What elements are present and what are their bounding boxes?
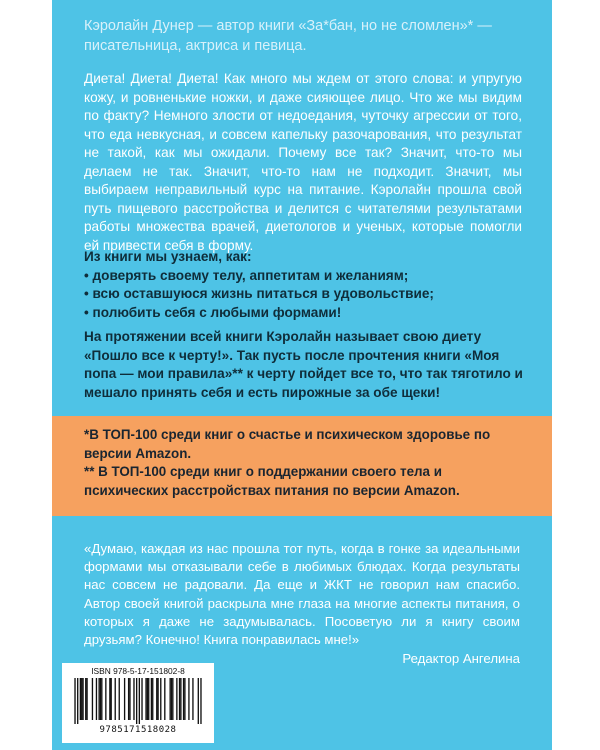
barcode-bar	[157, 678, 158, 720]
barcode-bar	[86, 678, 87, 720]
barcode-bar	[109, 678, 110, 720]
barcode-bar	[105, 678, 106, 720]
barcode-bar	[151, 678, 152, 720]
barcode-bar	[145, 678, 146, 720]
barcode-bar	[119, 678, 120, 720]
ratings-box	[52, 416, 552, 516]
learn-list-title: Из книги мы узнаем, как:	[84, 249, 252, 264]
barcode-bar	[172, 678, 173, 720]
barcode-icon	[71, 678, 205, 724]
barcode-label	[62, 663, 214, 743]
isbn-text: ISBN 978-5-17-151802-8	[91, 666, 185, 676]
barcode-bar	[101, 678, 102, 720]
review-author: Редактор Ангелина	[402, 651, 520, 666]
barcode-bar	[148, 678, 149, 720]
barcode-bar	[147, 678, 148, 720]
barcode-bar	[136, 678, 137, 724]
barcode-bar	[169, 678, 170, 720]
book-description: Диета! Диета! Диета! Как много мы ждем от этого слова: и упругую кожу, и ровненькие ножки, и даже сияющее лицо. Что же мы видим по факту? Немного злости от недоедания, чуточку агрессии от того, что еда невкусная, и совсем капельку разочарования, что результат не такой, как мы ожидали. Почему все так? Значит, что-то мы делаем не так. Значит, что-то нам не подходит. Значит, мы выбираем неправильный курс на питание. Кэролайн прошла свой путь пищевого расстройства и делится с читателями результатами работы множества врачей, диетологов и ученых, которые помогли ей привести себя в форму.	[84, 71, 522, 253]
barcode-bar	[192, 678, 193, 720]
rating-note-second: ** В ТОП-100 среди книг о поддержании своего тела и психических расстройствах питания по версии Amazon.	[84, 464, 460, 498]
learn-list	[84, 267, 524, 323]
barcode-bar	[171, 678, 172, 720]
barcode-bar	[92, 678, 93, 720]
book-back-cover	[52, 0, 552, 750]
barcode-bar	[183, 678, 184, 720]
review-quote: «Думаю, каждая из нас прошла тот путь, когда в гонке за идеальными формами мы отказывали себе в любимых блюдах. Когда результаты нас совсем не радовали. Да еще и ЖКТ не говорил нам спасибо. Автор своей книгой раскрыла мне глаза на многие аспекты питания, о которых я даже не задумывалась. Посоветую ли я книгу своим друзьям? Конечно! Книга понравилась мне!»	[84, 541, 520, 648]
barcode-bar	[74, 678, 75, 724]
barcode-bar	[198, 678, 199, 724]
barcode-bar	[96, 678, 97, 720]
barcode-bar	[115, 678, 116, 720]
barcode-bar	[188, 678, 189, 720]
barcode-bar	[100, 678, 101, 720]
barcode-bar	[80, 678, 81, 720]
barcode-bar	[152, 678, 153, 720]
author-note: Кэролайн Дунер — автор книги «За*бан, но не сломлен»* — писательница, актриса и певица.	[84, 18, 492, 54]
barcode-bar	[139, 678, 140, 724]
barcode-bar	[156, 678, 157, 720]
learn-list-item: • доверять своему телу, аппетитам и желаниям;	[84, 267, 409, 283]
barcode-bar	[179, 678, 180, 720]
ean-digits: 9785171518028	[99, 725, 177, 735]
barcode-bar	[82, 678, 83, 720]
barcode-bar	[176, 678, 177, 720]
barcode-bar	[184, 678, 185, 720]
barcode-bar	[98, 678, 99, 720]
barcode-bar	[141, 678, 142, 720]
barcode-bar	[81, 678, 82, 720]
barcode-bar	[128, 678, 129, 720]
barcode-bar	[129, 678, 130, 720]
barcode-bar	[124, 678, 125, 720]
barcode-bar	[160, 678, 161, 720]
barcode-bar	[111, 678, 112, 720]
learn-list-item: • всю оставшуюся жизнь питаться в удовольствие;	[84, 286, 434, 301]
rating-note-first: *В ТОП-100 среди книг о счастье и психическом здоровье по версии Amazon.	[84, 427, 491, 461]
promo-paragraph: На протяжении всей книги Кэролайн называет свою диету «Пошло все к черту!». Так пусть после прочтения книги «Моя попа — мои правила»** к черту пойдет все то, что так тяготило и мешало принять себя и есть пирожные за обе щеки!	[84, 329, 523, 400]
barcode-bar	[77, 678, 78, 724]
barcode-bar	[180, 678, 181, 720]
learn-list-item: • полюбить себя с любыми формами!	[84, 304, 342, 320]
barcode-bar	[85, 678, 86, 720]
barcode-bar	[133, 678, 134, 720]
barcode-bar	[164, 678, 165, 720]
barcode-bar	[200, 678, 201, 724]
learn-list-block	[84, 248, 524, 322]
